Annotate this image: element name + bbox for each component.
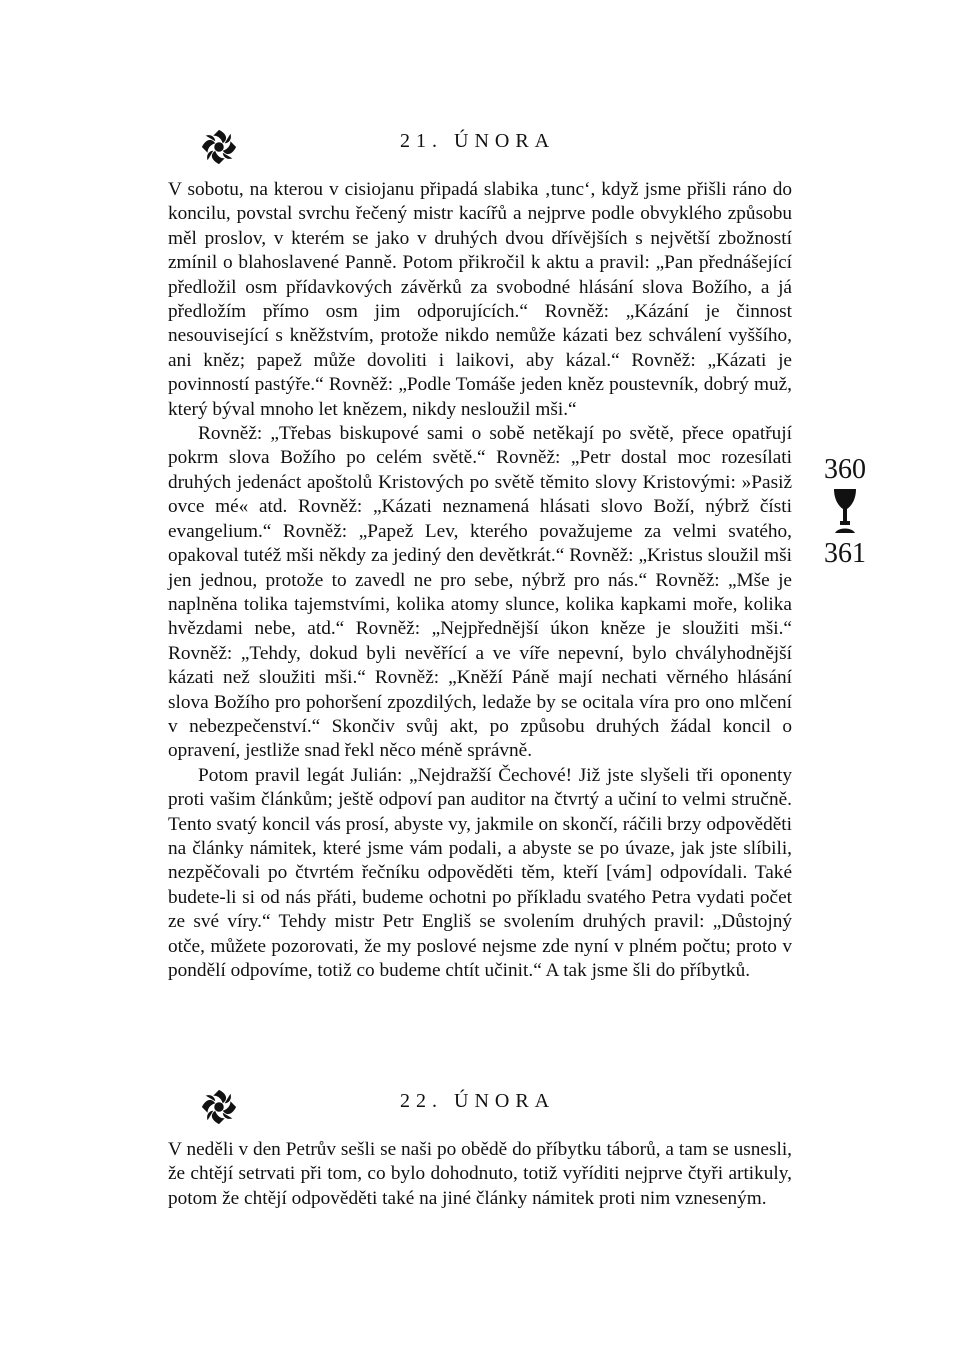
- margin-page-numbers: [815, 455, 875, 569]
- section-heading-22: [170, 1088, 790, 1128]
- section-body-21: [168, 178, 792, 983]
- section-heading-21: [170, 128, 790, 168]
- paragraph: V neděli v den Petrův sešli se naši po obědě do příbytku táborů, a tam se usnesli, že chtějí setrvati při tom, co bylo dohodnuto, totiž vyříditi nejprve čtyři artikuly, potom že chtějí odpověděti také na jiné články námitek proti nim vzneseným.: [168, 1139, 792, 1209]
- paragraph: V sobotu, na kterou v cisiojanu připadá slabika ‚tunc‘, když jsme přišli ráno do koncilu, povstal svrchu řečený mistr kacířů a nejprve podle obvyklého způsobu měl proslov, v kterém se jako v druhých dvou dřívějších s největší zbožností zmínil o blahoslavené Panně. Potom přikročil k aktu a pravil: „Pan přednášející předložil osm přídavkových závěrků za svobodné hlásání slova Božího, a já předložím přímo osm jim odporujících.“ Rovněž: „Kázání je činnost nesouvisející s kněžstvím, protože nikdo nemůže kázati bez schválení vyššího, ani kněz; papež může dovoliti i laikovi, aby kázal.“ Rovněž: „Kázati je povinností pastýře.“ Rovněž: „Podle Tomáše jeden kněz poustevník, dobrý muž, který býval mnoho let knězem, nikdy nesloužil mši.“: [168, 179, 792, 420]
- section-body-22: [168, 1138, 792, 1211]
- rosette-ornament-icon: [200, 128, 238, 166]
- section-title: 22. ÚNORA: [400, 1090, 556, 1112]
- chalice-icon: [832, 487, 858, 537]
- page-number-bottom: 361: [824, 538, 866, 569]
- paragraph: Potom pravil legát Julián: „Nejdražší Čechové! Již jste slyšeli tři oponenty proti vašim článkům; ještě odpoví pan auditor na čtvrtý a učiní to velmi stručně. Tento svatý koncil vás prosí, abyste vy, jakmile on skončí, ráčili brzy odpověděti na články námitek, které jsme vám podali, a abyste se po úvaze, jak jste slíbili, nezpěčovali po čtvrtém řečníku odpověděti těm, kteří [vám] odpovídali. Také budete-li si od nás přáti, budeme ochotni po příkladu svatého Petra vydati počet ze své víry.“ Tehdy mistr Petr Engliš se svolením druhých pravil: „Důstojný otče, můžete pozorovati, že my poslové nejsme zde nyní v plném počtu; proto v pondělí odpovíme, totiž co budeme chtít učinit.“ A tak jsme šli do příbytků.: [168, 764, 792, 981]
- paragraph: Rovněž: „Třebas biskupové sami o sobě netěkají po světě, přece opatřují pokrm slova Božího po celém světě.“ Rovněž: „Petr dostal moc rozesílati druhých jedenáct apoštolů Kristových po světě těmito slovy Kristovými: »Pasiž ovce mé« atd. Rovněž: „Kázati neznamená hlásati slovo Boží, nýbrž čísti evangelium.“ Rovněž: „Papež Lev, kterého považujeme za velmi svatého, opakoval tutéž mši někdy za jediný den devětkrát.“ Rovněž: „Kristus sloužil mši jen jednou, protože to zavedl ne pro sebe, nýbrž pro nás.“ Rovněž: „Mše je naplněna tolika tajemstvími, kolika atomy slunce, kolika kapkami moře, kolika hvězdami nebe, atd.“ Rovněž: „Nejpřednější úkon kněze je sloužiti mši.“ Rovněž: „Tehdy, dokud byli nevěřící a ve víře nepevní, bylo chvályhodnější kázati než sloužiti mši.“ Rovněž: „Kněží Páně mají nechati věrného hlásání slova Božího pro pohoršení zpozdilých, ledaže by se ocitala víra pro ono mlčení v nebezpečenství.“ Skončiv svůj akt, po způsobu druhých žádal koncil o opravení, jestliže snad řekl něco méně správně.: [168, 423, 792, 762]
- rosette-ornament-icon: [200, 1088, 238, 1126]
- page-number-top: 360: [824, 454, 866, 485]
- section-title: 21. ÚNORA: [400, 130, 556, 152]
